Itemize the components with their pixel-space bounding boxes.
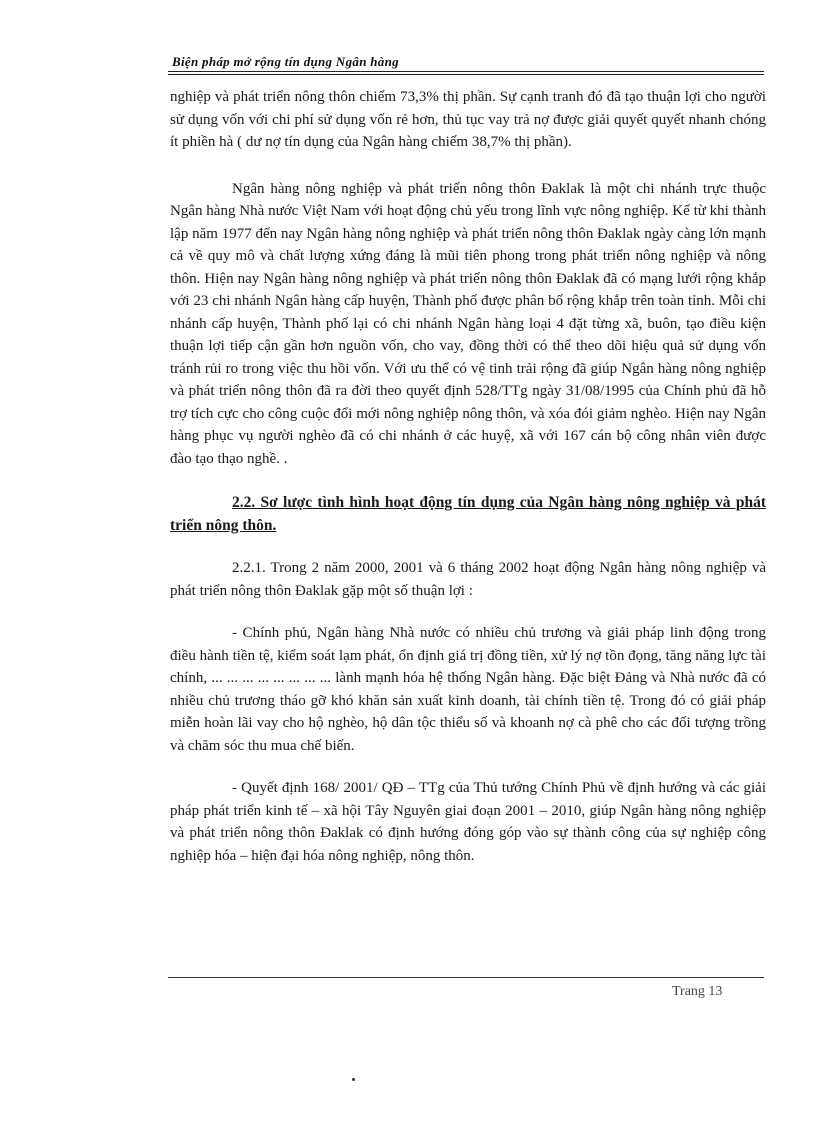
paragraph-branch-overview: Ngân hàng nông nghiệp và phát triển nông thôn Đaklak là một chi nhánh trực thuộc Ngân hàng Nhà nước Việt Nam với hoạt động chủ yếu trong lĩnh vực nông nghiệp. Kể từ khi thành lập năm 1977 đến nay Ngân hàng nông nghiệp và phát triển nông thôn Đaklak ngày càng lớn mạnh cả về quy mô và chất lượng xứng đáng là mũi tiên phong trong phát triển nông nghiệp và nông thôn. Hiện nay Ngân hàng nông nghiệp và phát triển nông thôn Đaklak đã có mạng lưới rộng khắp với 23 chi nhánh Ngân hàng cấp huyện, Thành phố được phân bố rộng khắp trên toàn tỉnh. Mỗi chi nhánh cấp huyện, Thành phố lại có chi nhánh Ngân hàng loại 4 đặt từng xã, buôn, tạo điều kiện thuận lợi tiếp cận gần hơn nguồn vốn, cho vay, đồng thời có thể theo dõi hiệu quả sử dụng vốn tránh rủi ro trong việc thu hồi vốn. Với ưu thế có vệ tinh trải rộng đã giúp Ngân hàng nông nghiệp và phát triển nông thôn đã ra đời theo quyết định 528/TTg ngày 31/08/1995 của Chính phủ đã hỗ trợ tích cực cho công cuộc đổi mới nông nghiệp nông thôn, và xóa đói giảm nghèo. Hiện nay Ngân hàng phục vụ người nghèo đã có chi nhánh ở các huyệ, xã với 167 cán bộ công nhân viên được đào tạo thạo nghề. . [170,180,766,467]
paragraph-section-intro: 2.2.1. Trong 2 năm 2000, 2001 và 6 tháng 2002 hoạt động Ngân hàng nông nghiệp và phát triển nông thôn Đaklak gặp một số thuận lợi : [170,560,766,599]
scan-speck [352,1078,355,1081]
header-rule [168,71,764,72]
paragraph-advantage-1: - Chính phủ, Ngân hàng Nhà nước có nhiều chủ trương và giải pháp linh động trong điều hành tiền tệ, kiểm soát lạm phát, ổn định giá trị đồng tiền, xử lý nợ tồn đọng, tăng năng lực tài chính, ... ... ... ... ... ... ... ... lành mạnh hóa hệ thống Ngân hàng. Đặc biệt Đảng và Nhà nước đã có nhiều chủ trương tháo gỡ khó khăn sản xuất kinh doanh, tài chính tiền tệ. Trong đó có giải pháp miễn hoàn lãi vay cho hộ nghèo, hộ dân tộc thiểu số và khoanh nợ cà phê cho các đối tượng trồng và chăm sóc thu mua chế biến. [170,625,766,754]
section-heading: 2.2. Sơ lược tình hình hoạt động tín dụng của Ngân hàng nông nghiệp và phát triển nông thôn. [170,494,766,534]
footer-rule [168,977,764,978]
header-rule-thin [168,74,764,75]
body-text [170,86,766,867]
page-number: Trang 13 [672,984,723,999]
paragraph-advantage-2: - Quyết định 168/ 2001/ QĐ – TTg của Thủ tướng Chính Phủ về định hướng và các giải pháp phát triển kinh tế – xã hội Tây Nguyên giai đoạn 2001 – 2010, giúp Ngân hàng nông nghiệp và phát triển nông thôn Đaklak có định hướng đóng góp vào sự thành công của sự nghiệp công nghiệp hóa – hiện đại hóa nông nghiệp, nông thôn. [170,780,766,864]
running-header: Biện pháp mở rộng tín dụng Ngân hàng [172,54,399,69]
paragraph-continued: nghiệp và phát triển nông thôn chiếm 73,3% thị phần. Sự cạnh tranh đó đã tạo thuận lợi cho người sử dụng vốn với chi phí sử dụng vốn rẻ hơn, thủ tục vay trả nợ được giải quyết quyết nhanh chóng ít phiền hà ( dư nợ tín dụng của Ngân hàng chiếm 38,7% thị phần). [170,89,766,150]
